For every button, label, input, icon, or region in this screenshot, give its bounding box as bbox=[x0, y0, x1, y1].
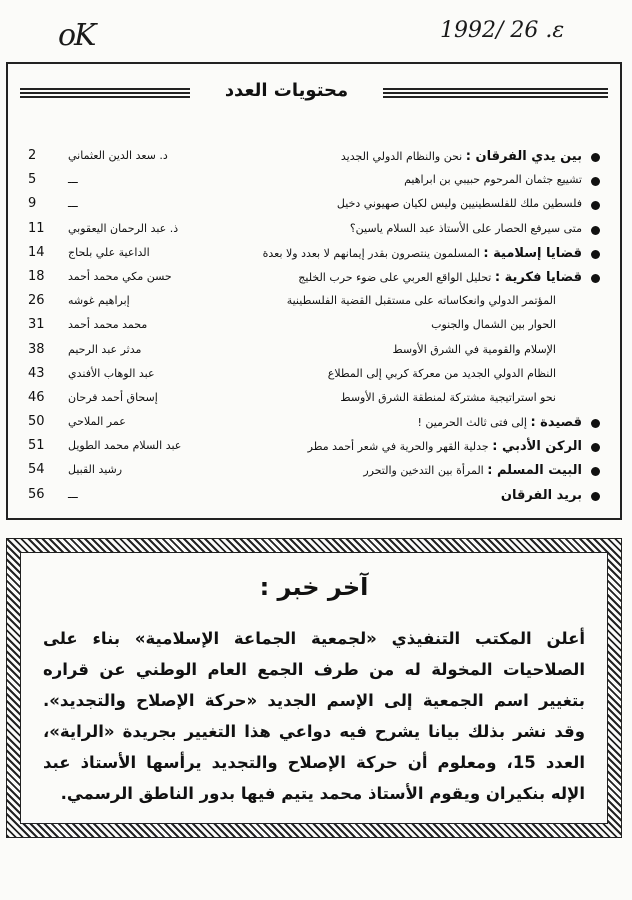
toc-item-title: المسلمون ينتصرون بقدر إيمانهم لا بعدد ولا بعدة bbox=[262, 246, 480, 260]
bullet-icon bbox=[591, 177, 600, 186]
toc-item bbox=[22, 194, 606, 218]
toc-item-text bbox=[337, 197, 582, 210]
toc-item-title: تحليل الواقع العربي على ضوء حرب الخليج bbox=[298, 270, 492, 284]
toc-item-section: قضايا فكرية : bbox=[494, 269, 582, 285]
toc-item-author: إبراهيم غوشه bbox=[68, 294, 130, 308]
toc-item-page: 50 bbox=[28, 414, 45, 430]
news-body: أعلن المكتب التنفيذي «لجمعية الجماعة الإسلامية» بناء على الصلاحيات المخولة له من طرف الجمع العام الوطني عن قراره بتغيير اسم الجمعية إلى الإسم الجديد «حركة الإصلاح والتجديد». وقد نشر بذلك بيانا يشرح فيه دواعي هذا التغيير بجريدة «الراية»، العدد 15، ومعلوم أن حركة الإصلاح والتجديد يرأسها الأستاذ عبد الإله بنكيران ويقوم الأستاذ محمد يتيم فيها بدور الناطق الرسمي. bbox=[43, 629, 585, 803]
toc-item-page: 9 bbox=[28, 196, 37, 212]
news-inner bbox=[20, 552, 608, 824]
toc-title: محتويات العدد bbox=[224, 80, 349, 101]
toc-item-title: النظام الدولي الجديد من معركة كربي إلى المطلاع bbox=[327, 366, 556, 380]
toc-item-author: ذ. عبد الرحمان اليعقوبي bbox=[68, 221, 179, 235]
toc-item-title: فلسطين ملك للفلسطينيين وليس لكيان صهيوني دخيل bbox=[336, 197, 582, 211]
bullet-icon bbox=[591, 201, 600, 210]
toc-item-author: رشيد القبيل bbox=[68, 463, 123, 477]
toc-item-title: الإسلام والقومية في الشرق الأوسط bbox=[392, 342, 556, 356]
toc-item-text bbox=[350, 222, 582, 235]
news-box bbox=[6, 538, 622, 838]
toc-item-page: 43 bbox=[28, 365, 45, 381]
toc-item bbox=[22, 364, 606, 388]
toc-item-title: المرأة بين التدخين والتحرر bbox=[363, 464, 484, 478]
toc-item-text bbox=[308, 439, 582, 454]
toc-item-section: البيت المسلم : bbox=[487, 463, 582, 479]
toc-item bbox=[22, 485, 606, 509]
handwritten-mark: oK bbox=[58, 18, 95, 53]
toc-item-title: إلى فتى ثالث الحرمين ! bbox=[417, 416, 527, 430]
toc-item bbox=[22, 412, 606, 436]
toc-item-section: قصيدة : bbox=[530, 415, 582, 431]
toc-item-section: قضايا إسلامية : bbox=[483, 245, 582, 261]
bullet-icon bbox=[591, 467, 600, 476]
toc-item-text bbox=[341, 149, 582, 164]
toc-item bbox=[22, 460, 606, 484]
toc-item-text bbox=[431, 318, 556, 331]
toc-item-page: 38 bbox=[28, 341, 45, 357]
bullet-icon bbox=[591, 250, 600, 259]
toc-item-author: الداعية علي بلحاج bbox=[68, 245, 150, 259]
decorative-stripes-right bbox=[383, 88, 608, 100]
toc-item-section: الركن الأدبي : bbox=[492, 439, 582, 455]
toc-item-text bbox=[363, 463, 582, 478]
toc-item-page: 18 bbox=[28, 268, 45, 284]
toc-item-title: نحو استراتيجية مشتركة لمنطقة الشرق الأوسط bbox=[340, 390, 556, 404]
toc-item-page: 26 bbox=[28, 293, 45, 309]
toc-item-title: تشييع جثمان المرحوم حبيبي بن ابراهيم bbox=[404, 173, 582, 187]
toc-item-page: 11 bbox=[28, 220, 45, 236]
toc-item-author: إسحاق أحمد فرحان bbox=[68, 390, 158, 404]
toc-item bbox=[22, 267, 606, 291]
toc-item-author: حسن مكي محمد أحمد bbox=[68, 269, 172, 283]
bullet-icon bbox=[591, 274, 600, 283]
toc-item bbox=[22, 315, 606, 339]
bullet-icon bbox=[591, 419, 600, 428]
bullet-icon bbox=[591, 226, 600, 235]
toc-item-text bbox=[418, 415, 583, 430]
toc-item-text bbox=[392, 343, 556, 356]
toc-item-author: ـــ bbox=[68, 173, 78, 187]
toc-item-section: بريد الفرقان bbox=[500, 487, 582, 503]
toc-item-page: 51 bbox=[28, 438, 45, 454]
toc-item-page: 46 bbox=[28, 389, 45, 405]
toc-item-author: عبد السلام محمد الطويل bbox=[68, 439, 182, 453]
toc-item-author: ـــ bbox=[68, 197, 78, 211]
toc-item-text bbox=[340, 391, 556, 404]
decorative-stripes-left bbox=[20, 88, 190, 100]
toc-item-page: 2 bbox=[28, 148, 37, 163]
toc-item-page: 31 bbox=[28, 317, 45, 333]
toc-item bbox=[22, 146, 606, 170]
table-of-contents bbox=[6, 62, 622, 520]
toc-item-author: د. سعد الدين العثماني bbox=[68, 149, 168, 162]
toc-item-author: ـــ bbox=[68, 487, 78, 501]
toc-item-text bbox=[287, 294, 556, 307]
toc-item-text bbox=[328, 367, 556, 380]
toc-item bbox=[22, 388, 606, 412]
toc-item-author: محمد محمد أحمد bbox=[68, 318, 148, 332]
toc-item bbox=[22, 340, 606, 364]
toc-item bbox=[22, 243, 606, 267]
toc-item-author: مدثر عبد الرحيم bbox=[68, 342, 142, 356]
toc-item bbox=[22, 170, 606, 194]
toc-item bbox=[22, 291, 606, 315]
toc-item-text bbox=[404, 173, 582, 186]
toc-item-title: المؤتمر الدولي وانعكاساته على مستقبل القضية الفلسطينية bbox=[286, 294, 556, 308]
toc-item bbox=[22, 436, 606, 460]
news-title: آخر خبر : bbox=[259, 573, 369, 601]
toc-item-section: بين يدي الفرقان : bbox=[465, 149, 582, 164]
bullet-icon bbox=[591, 492, 600, 501]
toc-item-page: 14 bbox=[28, 244, 45, 260]
toc-item-page: 54 bbox=[28, 462, 45, 478]
toc-item-title: نحن والنظام الدولي الجديد bbox=[340, 150, 463, 163]
toc-item-page: 5 bbox=[28, 172, 37, 188]
toc-list bbox=[22, 146, 606, 509]
toc-header bbox=[20, 80, 608, 108]
toc-item-page: 56 bbox=[28, 486, 45, 502]
toc-item-text bbox=[263, 246, 582, 261]
bullet-icon bbox=[591, 153, 600, 162]
handwritten-date: 1992/ 26 .ε bbox=[440, 18, 565, 43]
toc-item-title: متى سيرفع الحصار على الأستاذ عبد السلام ياسين؟ bbox=[349, 221, 582, 235]
toc-item-author: عمر الملاحي bbox=[68, 415, 126, 429]
toc-item-text bbox=[501, 488, 582, 503]
bullet-icon bbox=[591, 443, 600, 452]
toc-item bbox=[22, 219, 606, 243]
toc-item-title: الحوار بين الشمال والجنوب bbox=[431, 318, 556, 332]
toc-item-text bbox=[298, 270, 582, 285]
toc-item-author: عبد الوهاب الأفندي bbox=[68, 366, 155, 380]
toc-item-title: جدلية القهر والحرية في شعر أحمد مطر bbox=[307, 440, 489, 454]
